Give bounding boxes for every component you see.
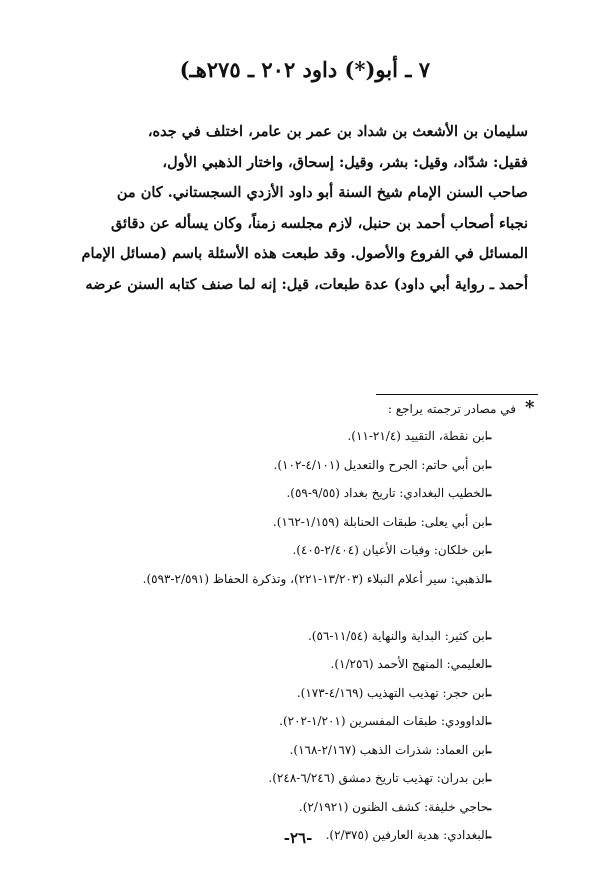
reference-item	[0, 480, 596, 509]
list-dash: ـ	[487, 512, 492, 529]
list-dash: ـ	[487, 569, 492, 586]
reference-text: ابن نقطة، التقييد (٢١/٤-١١).	[347, 429, 488, 443]
page-number: -٢٦-	[283, 829, 313, 847]
reference-item	[0, 509, 596, 538]
list-dash: ـ	[487, 541, 492, 557]
reference-text: ابن العماد: شذرات الذهب (٢/١٦٧-١٦٨).	[289, 742, 488, 757]
reference-text: ابن خلكان: وفيات الأعيان (٢/٤٠٤-٤٠٥).	[292, 543, 488, 557]
list-dash: ـ	[487, 740, 492, 757]
reference-text: ابن أبي حاتم: الجرح والتعديل (٤/١٠١-١٠٢).	[273, 457, 488, 472]
list-dash: ـ	[487, 427, 492, 443]
footnote-intro: في مصادر ترجمته يراجع :	[387, 402, 516, 416]
reference-item	[0, 765, 596, 794]
reference-item	[0, 708, 596, 737]
reference-item	[0, 651, 596, 680]
list-dash: ـ	[487, 826, 492, 842]
reference-text: البغدادي: هدية العارفين (٢/٣٧٥).	[325, 828, 488, 842]
reference-item	[0, 452, 596, 481]
list-dash: ـ	[487, 769, 492, 785]
reference-list	[0, 423, 596, 851]
reference-item	[0, 423, 596, 452]
paragraph-line: سليمان بن الأشعث بن شداد بن عمر بن عامر، اختلف في جده،	[147, 123, 528, 140]
paragraph-line: صاحب السنن الإمام شيخ السنة أبو داود الأزدي السجستاني. كان من	[116, 184, 528, 201]
reference-item	[0, 680, 596, 709]
list-dash: ـ	[487, 626, 492, 643]
paragraph-line: فقيل: شدّاد، وقيل: بشر، وقيل: إسحاق، واختار الذهبي الأول،	[162, 153, 528, 171]
list-dash: ـ	[487, 455, 492, 472]
reference-item	[0, 566, 596, 623]
paragraph-line: نجباء أصحاب أحمد بن حنبل، لازم مجلسه زمناً، وكان يسأله عن دقائق	[110, 214, 528, 232]
reference-text: ابن بدران: تهذيب تاريخ دمشق (٦/٢٤٦-٢٤٨).	[268, 771, 488, 785]
reference-item	[0, 794, 596, 823]
list-dash: ـ	[487, 484, 492, 500]
paragraph-line: المسائل في الفروع والأصول. وقد طبعت هذه الأسئلة باسم (مسائل الإمام	[81, 245, 528, 262]
footnote-separator	[376, 394, 538, 395]
reference-text: ابن أبي يعلى: طبقات الحنابلة (١/١٥٩-١٦٢).	[272, 514, 488, 529]
reference-text: العليمي: المنهج الأحمد (١/٢٥٦).	[330, 657, 488, 671]
reference-text: الذهبي: سير أعلام النبلاء (١٣/٢٠٣-٢٢١)، وتذكرة الحفاظ (٢/٥٩١-٥٩٣).	[142, 571, 488, 586]
reference-text: الخطيب البغدادي: تاريخ بغداد (٩/٥٥-٥٩).	[286, 486, 488, 500]
list-dash: ـ	[487, 655, 492, 671]
reference-text: ابن كثير: البداية والنهاية (١١/٥٤-٥٦).	[307, 628, 488, 643]
list-dash: ـ	[487, 797, 492, 814]
list-dash: ـ	[487, 712, 492, 728]
reference-item	[0, 623, 596, 652]
list-dash: ـ	[487, 683, 492, 700]
paragraph-line: أحمد ـ رواية أبي داود) عدة طبعات، قيل: إنه لما صنف كتابه السنن عرضه	[85, 275, 528, 293]
footnote-marker: *	[525, 397, 535, 418]
reference-item	[0, 737, 596, 766]
reference-text: ابن حجر: تهذيب التهذيب (٤/١٦٩-١٧٣).	[296, 685, 488, 700]
reference-text: الداوودي: طبقات المفسرين (١/٢٠١-٢٠٢).	[279, 714, 488, 728]
reference-item	[0, 537, 596, 566]
entry-heading: ٧ ـ أبو(*) داود ٢٠٢ ـ ٢٧٥هـ)	[179, 57, 430, 82]
biography-paragraph	[70, 117, 528, 300]
reference-text: حاجي خليفة: كشف الظنون (٢/١٩٢١).	[298, 799, 488, 814]
